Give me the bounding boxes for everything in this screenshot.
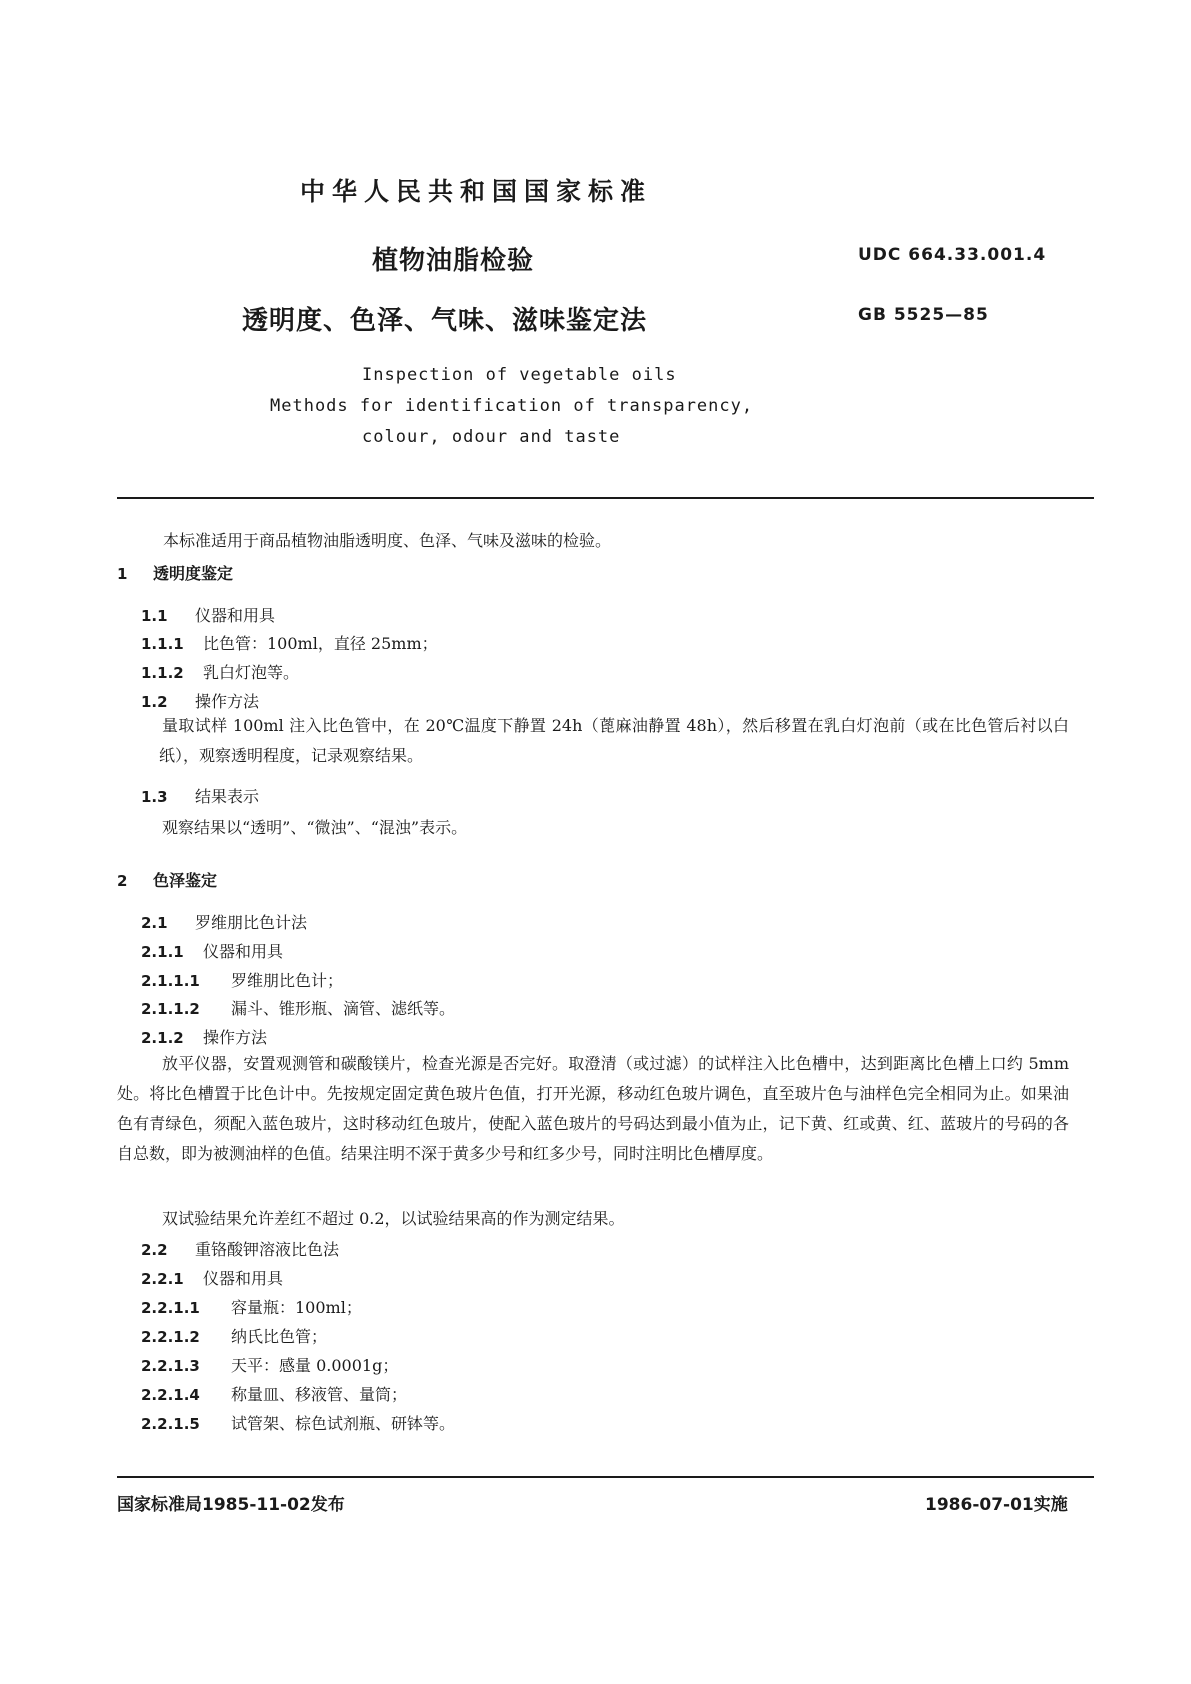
clause-text: 罗维朋比色计法 (195, 913, 308, 932)
section-title: 透明度鉴定 (153, 564, 234, 583)
clause-number: 2.2.1.3 (141, 1357, 200, 1375)
clause-2-2-1-3 (141, 1353, 398, 1376)
clause-1-2-paragraph: 量取试样 100ml 注入比色管中，在 20℃温度下静置 24h（蓖麻油静置 48h），然后移置在乳白灯泡前（或在比色管后衬以白纸），观察透明程度，记录观察结果。 (159, 716, 1069, 765)
clause-2-2-1-5 (141, 1411, 455, 1434)
clause-2-2-1-2 (141, 1324, 327, 1347)
clause-number: 1.2 (141, 693, 168, 711)
clause-number: 2.2.1.4 (141, 1386, 200, 1404)
clause-number: 2.2.1.2 (141, 1328, 200, 1346)
clause-2-2-1 (141, 1266, 283, 1289)
clause-2-2 (141, 1237, 339, 1260)
clause-1-3-paragraph: 观察结果以“透明”、“微浊”、“混浊”表示。 (162, 818, 468, 837)
clause-number: 1.3 (141, 788, 168, 806)
clause-number: 2.2.1 (141, 1270, 184, 1288)
scope-paragraph: 本标准适用于商品植物油脂透明度、色泽、气味及滋味的检验。 (163, 531, 612, 550)
document-title-line2: 透明度、色泽、气味、滋味鉴定法 (242, 306, 648, 336)
english-title-line2: Methods for identification of transparency, (270, 396, 754, 416)
clause-2-1 (141, 910, 307, 933)
footer-divider (117, 1476, 1094, 1478)
clause-1-2 (141, 689, 259, 712)
clause-2-1-2 (141, 1025, 267, 1048)
clause-text: 操作方法 (195, 692, 260, 711)
document-title-line1: 植物油脂检验 (372, 246, 535, 276)
clause-text: 漏斗、锥形瓶、滴管、滤纸等。 (231, 999, 456, 1018)
clause-text: 称量皿、移液管、量筒； (231, 1385, 408, 1404)
section-number: 2 (117, 872, 128, 890)
national-standard-heading: 中华人民共和国国家标准 (300, 177, 653, 206)
clause-1-1-2 (141, 660, 299, 683)
clause-text: 仪器和用具 (203, 1269, 284, 1288)
clause-2-1-1-1 (141, 968, 343, 991)
clause-number: 2.1.1.2 (141, 1000, 200, 1018)
clause-number: 2.1.2 (141, 1029, 184, 1047)
header-divider (117, 497, 1094, 499)
clause-2-1-2-paragraph: 放平仪器，安置观测管和碳酸镁片，检查光源是否完好。取澄清（或过滤）的试样注入比色槽中，达到距离比色槽上口约 5mm 处。将比色槽置于比色计中。先按规定固定黄色玻片色值，打开光源，移动红色玻片调色，直至玻片色与油样色完全相同为止。如果油色有青绿色，须配入蓝色玻片，这时移动红色玻片，使配入蓝色玻片的号码达到最小值为止，记下黄、红或黄、红、蓝玻片的号码的各自总数，即为被测油样的色值。结果注明不深于黄多少号和红多少号，同时注明比色槽厚度。 (117, 1054, 1069, 1163)
section-number: 1 (117, 565, 128, 583)
clause-text: 仪器和用具 (203, 942, 284, 961)
clause-text: 乳白灯泡等。 (203, 663, 300, 682)
clause-text: 操作方法 (203, 1028, 268, 1047)
clause-number: 2.1.1.1 (141, 972, 200, 990)
clause-1-1-1 (141, 631, 438, 654)
udc-code: UDC 664.33.001.4 (858, 245, 1047, 265)
clause-text: 容量瓶：100ml； (231, 1298, 362, 1317)
english-title-line3: colour, odour and taste (362, 427, 621, 447)
clause-text: 试管架、棕色试剂瓶、研钵等。 (231, 1414, 456, 1433)
section-2-heading (117, 868, 217, 891)
clause-number: 1.1.2 (141, 664, 184, 682)
clause-text: 结果表示 (195, 787, 260, 806)
section-title: 色泽鉴定 (153, 871, 218, 890)
effective-date: 1986-07-01实施 (925, 1495, 1068, 1515)
clause-number: 2.2.1.5 (141, 1415, 200, 1433)
clause-2-1-2-tolerance: 双试验结果允许差红不超过 0.2，以试验结果高的作为测定结果。 (162, 1209, 625, 1228)
clause-number: 2.2.1.1 (141, 1299, 200, 1317)
clause-number: 1.1.1 (141, 635, 184, 653)
english-title-line1: Inspection of vegetable oils (362, 365, 677, 385)
clause-text: 纳氏比色管； (231, 1327, 328, 1346)
section-1-heading (117, 561, 233, 584)
clause-number: 1.1 (141, 607, 168, 625)
clause-2-1-1 (141, 939, 283, 962)
issue-date: 国家标准局1985-11-02发布 (117, 1495, 345, 1515)
clause-2-2-1-4 (141, 1382, 407, 1405)
clause-number: 2.1.1 (141, 943, 184, 961)
clause-text: 重铬酸钾溶液比色法 (195, 1240, 340, 1259)
gb-code: GB 5525—85 (858, 305, 989, 325)
clause-text: 比色管：100ml，直径 25mm； (203, 634, 438, 653)
clause-text: 天平：感量 0.0001g； (231, 1356, 399, 1375)
clause-1-3 (141, 784, 259, 807)
clause-1-1 (141, 603, 275, 626)
clause-number: 2.2 (141, 1241, 168, 1259)
clause-text: 罗维朋比色计； (231, 971, 344, 990)
clause-number: 2.1 (141, 914, 168, 932)
clause-2-1-1-2 (141, 996, 455, 1019)
clause-2-2-1-1 (141, 1295, 362, 1318)
clause-text: 仪器和用具 (195, 606, 276, 625)
